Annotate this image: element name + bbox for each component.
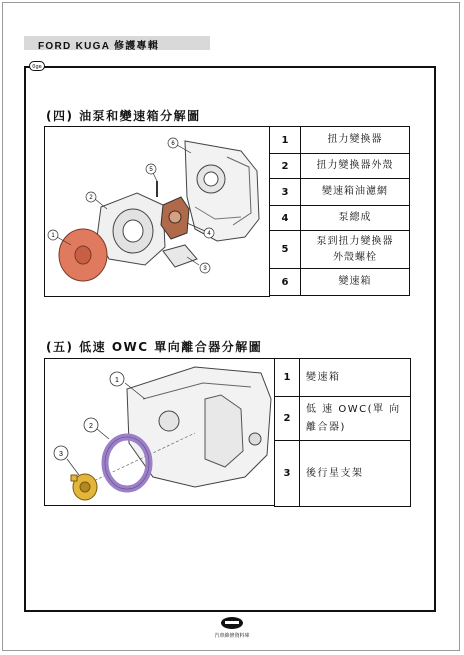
part-number: 2	[270, 154, 301, 179]
part-name: 變速箱油濾網	[301, 179, 410, 206]
footer-logo	[210, 614, 254, 640]
publisher-logo-icon	[210, 614, 254, 640]
callout-6: 6	[171, 141, 175, 147]
transmission-case-drawing	[185, 141, 259, 241]
bottom-rule	[24, 610, 436, 612]
part-number: 2	[275, 397, 300, 441]
part-name: 扭力變換器外殼	[301, 154, 410, 179]
part-name: 變速箱	[300, 359, 411, 397]
table-row	[270, 154, 410, 179]
part-name: 後行星支架	[300, 441, 411, 507]
part-name	[301, 231, 410, 269]
part-name: 泵總成	[301, 206, 410, 231]
part-number: 3	[275, 441, 300, 507]
torque-converter-drawing	[59, 229, 107, 281]
part-name-line: 低 速 OWC(單 向	[306, 403, 401, 415]
owc-clutch-ring-drawing	[105, 437, 149, 489]
table-row	[275, 397, 411, 441]
section4-heading: (四) 油泵和變速箱分解圖	[46, 109, 201, 123]
section5-parts-table	[274, 358, 411, 507]
part-name: 變速箱	[301, 269, 410, 296]
planet-carrier-drawing	[71, 474, 97, 500]
pump-assembly-drawing	[161, 197, 189, 239]
part-name-line: 泵到扭力變換器	[316, 235, 394, 247]
part-number: 5	[270, 231, 301, 269]
section5-heading: (五) 低速 OWC 單向離合器分解圖	[46, 340, 263, 354]
page-marker: 0ge	[29, 61, 45, 71]
part-name	[300, 397, 411, 441]
section4-parts-table	[269, 126, 410, 296]
table-row	[270, 179, 410, 206]
table-row	[270, 206, 410, 231]
page-frame	[2, 2, 460, 651]
footer-logo-text: 汽車維修資料庫	[214, 633, 250, 639]
right-rule	[434, 66, 436, 612]
part-number: 1	[275, 359, 300, 397]
callout-3: 3	[203, 266, 207, 272]
callout-1: 1	[115, 377, 119, 384]
table-row	[275, 441, 411, 507]
part-name-line: 離合器)	[306, 421, 346, 433]
callout-4: 4	[207, 231, 211, 237]
section5-diagram	[44, 358, 275, 506]
owc-clutch-exploded-diagram	[45, 359, 274, 505]
part-number: 4	[270, 206, 301, 231]
callout-2: 2	[89, 423, 93, 430]
header-title: FORD KUGA 修護專輯	[38, 41, 160, 52]
section4-diagram	[44, 126, 270, 297]
left-rule	[24, 66, 26, 612]
table-row	[275, 359, 411, 397]
oil-pump-transmission-exploded-diagram	[45, 127, 269, 296]
top-rule	[24, 66, 436, 68]
callout-5: 5	[149, 167, 153, 173]
part-number: 6	[270, 269, 301, 296]
table-row	[270, 269, 410, 296]
callout-3: 3	[59, 451, 63, 458]
callout-1: 1	[51, 233, 55, 239]
table-row	[270, 127, 410, 154]
table-row	[270, 231, 410, 269]
part-number: 3	[270, 179, 301, 206]
callout-2: 2	[89, 195, 93, 201]
part-number: 1	[270, 127, 301, 154]
part-name-line: 外殼螺栓	[333, 251, 377, 263]
filter-drawing	[163, 245, 197, 267]
part-name: 扭力變換器	[301, 127, 410, 154]
